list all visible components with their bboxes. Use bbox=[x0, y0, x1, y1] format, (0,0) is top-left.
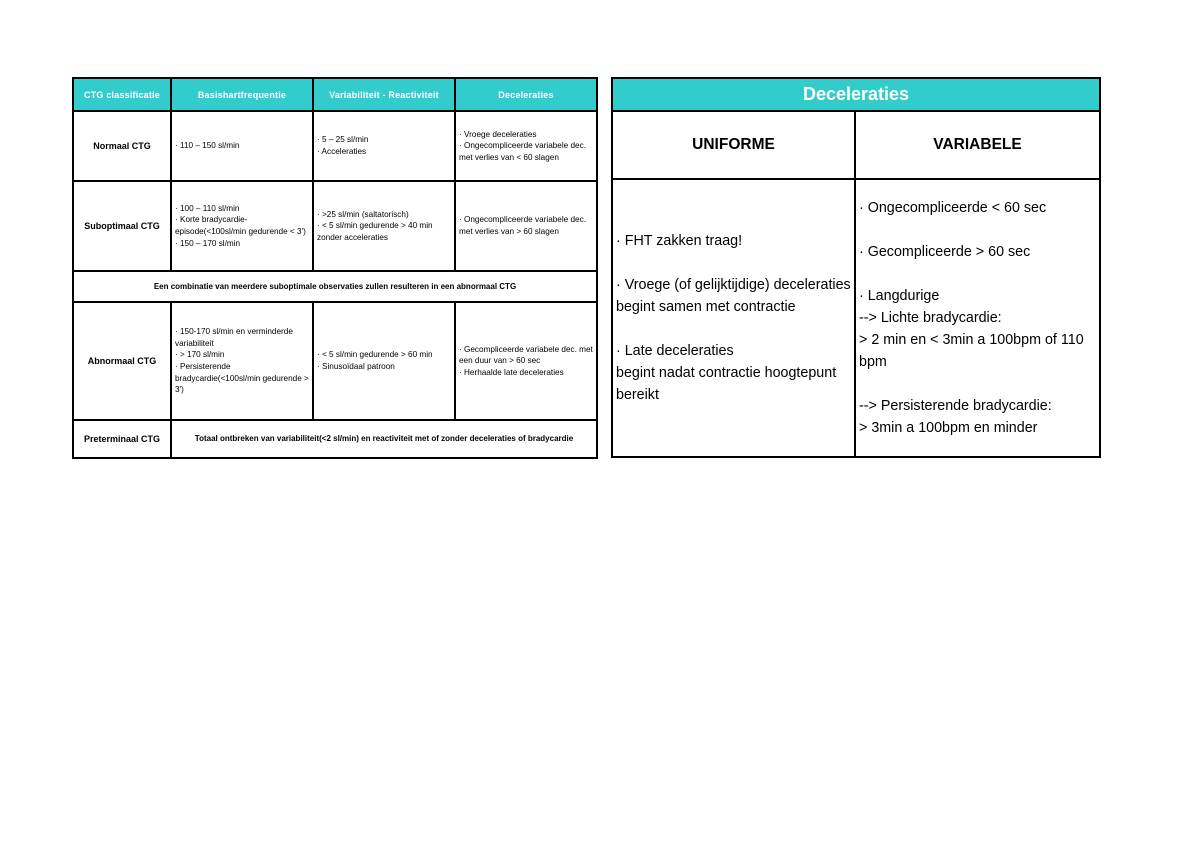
text-line: · < 5 sl/min gedurende > 60 min bbox=[317, 350, 433, 360]
text-line: · < 5 sl/min gedurende > 40 min zonder acceleraties bbox=[317, 221, 433, 242]
text-line: · 110 – 150 sl/min bbox=[175, 141, 240, 151]
ctg-classification-table bbox=[72, 77, 598, 459]
cell-suboptimaal-variabiliteit bbox=[313, 181, 455, 271]
text-line: · Gecompliceerde variabele dec. met een duur van > 60 sec bbox=[459, 344, 593, 366]
spacer bbox=[859, 219, 1096, 241]
header-variabiliteit: Variabiliteit - Reactiviteit bbox=[313, 78, 455, 111]
combination-note: Een combinatie van meerdere suboptimale observaties zullen resulteren in een abnormaal CTG bbox=[73, 271, 597, 302]
dec-title-row bbox=[612, 78, 1100, 111]
text-line: · Acceleraties bbox=[317, 147, 367, 156]
row-suboptimaal bbox=[73, 181, 597, 271]
text-line: · Sinusoïdaal patroon bbox=[317, 362, 395, 371]
row-label-abnormaal: Abnormaal CTG bbox=[73, 302, 171, 420]
deceleraties-table bbox=[611, 77, 1101, 458]
spacer bbox=[859, 373, 1096, 395]
cell-abnormaal-variabiliteit bbox=[313, 302, 455, 420]
row-abnormaal bbox=[73, 302, 597, 420]
text-line: · FHT zakken traag! bbox=[616, 233, 743, 249]
deceleraties-title: Deceleraties bbox=[612, 78, 1100, 111]
row-label-suboptimaal: Suboptimaal CTG bbox=[73, 181, 171, 271]
cell-suboptimaal-deceleraties bbox=[455, 181, 597, 271]
text-line: · 100 – 110 sl/min bbox=[175, 203, 240, 213]
text-line: · 150-170 sl/min en verminderde variabiliteit bbox=[175, 327, 293, 348]
text-line: · > 170 sl/min bbox=[175, 350, 225, 360]
cell-abnormaal-deceleraties bbox=[455, 302, 597, 420]
cell-suboptimaal-basis bbox=[171, 181, 313, 271]
text-line: > 2 min en < 3min a 100bpm of 110 bpm bbox=[859, 332, 1084, 370]
spacer bbox=[616, 252, 851, 274]
text-line: · 150 – 170 sl/min bbox=[175, 238, 241, 248]
uniforme-cell bbox=[612, 179, 855, 457]
text-line: · Vroege (of gelijktijdige) deceleraties bbox=[616, 277, 851, 293]
row-preterminaal bbox=[73, 420, 597, 458]
cell-normaal-basis bbox=[171, 111, 313, 181]
spacer bbox=[859, 263, 1096, 285]
variabele-cell bbox=[855, 179, 1100, 457]
text-line: · Gecompliceerde > 60 sec bbox=[859, 244, 1031, 260]
row-label-preterminaal: Preterminaal CTG bbox=[73, 420, 171, 458]
cell-normaal-deceleraties bbox=[455, 111, 597, 181]
text-line: · Ongecompliceerde < 60 sec bbox=[859, 200, 1047, 216]
text-line: --> Lichte bradycardie: bbox=[859, 310, 1002, 326]
text-line: · Herhaalde late deceleraties bbox=[459, 367, 564, 377]
text-line: · Persisterende bradycardie(<100sl/min gedurende > 3') bbox=[175, 362, 309, 395]
dec-subheader-row bbox=[612, 111, 1100, 179]
text-line: · Korte bradycardie-episode(<100sl/min gedurende < 3') bbox=[175, 215, 306, 236]
preterminaal-text: Totaal ontbreken van variabiliteit(<2 sl/min) en reactiviteit met of zonder deceleraties of bradycardie bbox=[171, 420, 597, 458]
ctg-header-row bbox=[73, 78, 597, 111]
text-line: · Langdurige bbox=[859, 288, 940, 304]
cell-normaal-variabiliteit bbox=[313, 111, 455, 181]
text-line: · >25 sl/min (saltatorisch) bbox=[317, 209, 409, 219]
text-line: · 5 – 25 sl/min bbox=[317, 135, 369, 145]
text-line: --> Persisterende bradycardie: bbox=[859, 398, 1052, 414]
uniforme-header: UNIFORME bbox=[612, 111, 855, 179]
variabele-header: VARIABELE bbox=[855, 111, 1100, 179]
text-line: > 3min a 100bpm en minder bbox=[859, 420, 1038, 436]
text-line: begint nadat contractie hoogtepunt bereikt bbox=[616, 365, 837, 403]
text-line: begint samen met contractie bbox=[616, 299, 796, 315]
header-ctg-classificatie: CTG classificatie bbox=[73, 78, 171, 111]
text-line: · Late deceleraties bbox=[616, 343, 734, 359]
dec-body-row bbox=[612, 179, 1100, 457]
header-deceleraties: Deceleraties bbox=[455, 78, 597, 111]
row-label-normaal: Normaal CTG bbox=[73, 111, 171, 181]
spacer bbox=[616, 318, 851, 340]
text-line: · Vroege deceleraties bbox=[459, 129, 537, 139]
text-line: · Ongecompliceerde variabele dec. met verlies van < 60 slagen bbox=[459, 141, 586, 162]
header-basishartfrequentie: Basishartfrequentie bbox=[171, 78, 313, 111]
row-normaal bbox=[73, 111, 597, 181]
text-line: · Ongecompliceerde variabele dec. met verlies van > 60 slagen bbox=[459, 215, 586, 236]
row-combination-note bbox=[73, 271, 597, 302]
cell-abnormaal-basis bbox=[171, 302, 313, 420]
